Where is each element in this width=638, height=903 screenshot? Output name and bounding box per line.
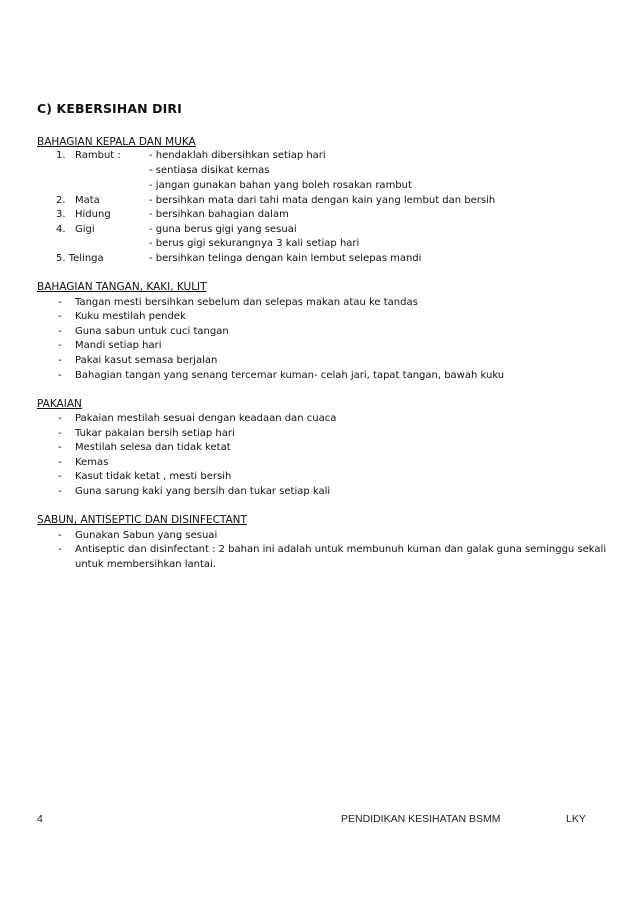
section-heading-pakaian: PAKAIAN (37, 398, 82, 410)
list-item: Tukar pakaian bersih setiap hari (75, 428, 235, 439)
item-desc: - guna berus gigi yang sesuai (149, 224, 297, 235)
bullet-dash: - (58, 413, 62, 424)
item-label-hidung: Hidung (75, 209, 111, 220)
list-number: 4. (56, 224, 66, 235)
list-item: Kasut tidak ketat , mesti bersih (75, 471, 232, 482)
bullet-dash: - (58, 297, 62, 308)
item-desc: - jangan gunakan bahan yang boleh rosakan rambut (149, 180, 412, 191)
bullet-dash: - (58, 544, 62, 555)
bullet-dash: - (58, 457, 62, 468)
item-desc: - berus gigi sekurangnya 3 kali setiap hari (149, 238, 360, 249)
bullet-dash: - (58, 326, 62, 337)
bullet-dash: - (58, 442, 62, 453)
item-desc: - bersihkan mata dari tahi mata dengan kain yang lembut dan bersih (149, 195, 496, 206)
bullet-dash: - (58, 355, 62, 366)
item-desc: - sentiasa disikat kemas (149, 165, 270, 176)
bullet-dash: - (58, 530, 62, 541)
list-item: Gunakan Sabun yang sesuai (75, 530, 218, 541)
section-heading-kepala-muka: BAHAGIAN KEPALA DAN MUKA (37, 136, 196, 148)
item-desc: - bersihkan bahagian dalam (149, 209, 289, 220)
item-label-mata: Mata (75, 195, 100, 206)
list-number: 3. (56, 209, 66, 220)
bullet-dash: - (58, 340, 62, 351)
list-item: Mandi setiap hari (75, 340, 162, 351)
list-item: Kuku mestilah pendek (75, 311, 186, 322)
bullet-dash: - (58, 428, 62, 439)
bullet-dash: - (58, 471, 62, 482)
list-item: Pakai kasut semasa berjalan (75, 355, 218, 366)
list-item: Tangan mesti bersihkan sebelum dan selepas makan atau ke tandas (75, 297, 418, 308)
section-heading-tangan-kaki-kulit: BAHAGIAN TANGAN, KAKI, KULIT (37, 281, 207, 293)
item-desc: - bersihkan telinga dengan kain lembut selepas mandi (149, 253, 422, 264)
list-number: 1. (56, 150, 66, 161)
footer-course-title: PENDIDIKAN KESIHATAN BSMM (341, 813, 501, 825)
bullet-dash: - (58, 370, 62, 381)
list-item: Bahagian tangan yang senang tercemar kuman- celah jari, tapat tangan, bawah kuku (75, 370, 505, 381)
list-item: Antiseptic dan disinfectant : 2 bahan ini adalah untuk membunuh kuman dan galak guna seminggu sekali (75, 544, 607, 555)
item-desc: - hendaklah dibersihkan setiap hari (149, 150, 326, 161)
page-title: C) KEBERSIHAN DIRI (37, 101, 182, 116)
footer-page-number: 4 (37, 813, 43, 825)
list-item: Pakaian mestilah sesuai dengan keadaan dan cuaca (75, 413, 337, 424)
bullet-dash: - (58, 486, 62, 497)
bullet-dash: - (58, 311, 62, 322)
list-item: Guna sarung kaki yang bersih dan tukar setiap kali (75, 486, 331, 497)
item-label-gigi: Gigi (75, 224, 95, 235)
footer-author-initials: LKY (566, 813, 586, 825)
item-label-telinga: 5. Telinga (56, 253, 104, 264)
list-item-continuation: untuk membersihkan lantai. (75, 559, 216, 570)
section-heading-sabun-antiseptic: SABUN, ANTISEPTIC DAN DISINFECTANT (37, 514, 247, 526)
list-item: Kemas (75, 457, 109, 468)
list-number: 2. (56, 195, 66, 206)
list-item: Mestilah selesa dan tidak ketat (75, 442, 231, 453)
list-item: Guna sabun untuk cuci tangan (75, 326, 229, 337)
item-label-rambut: Rambut : (75, 150, 121, 161)
